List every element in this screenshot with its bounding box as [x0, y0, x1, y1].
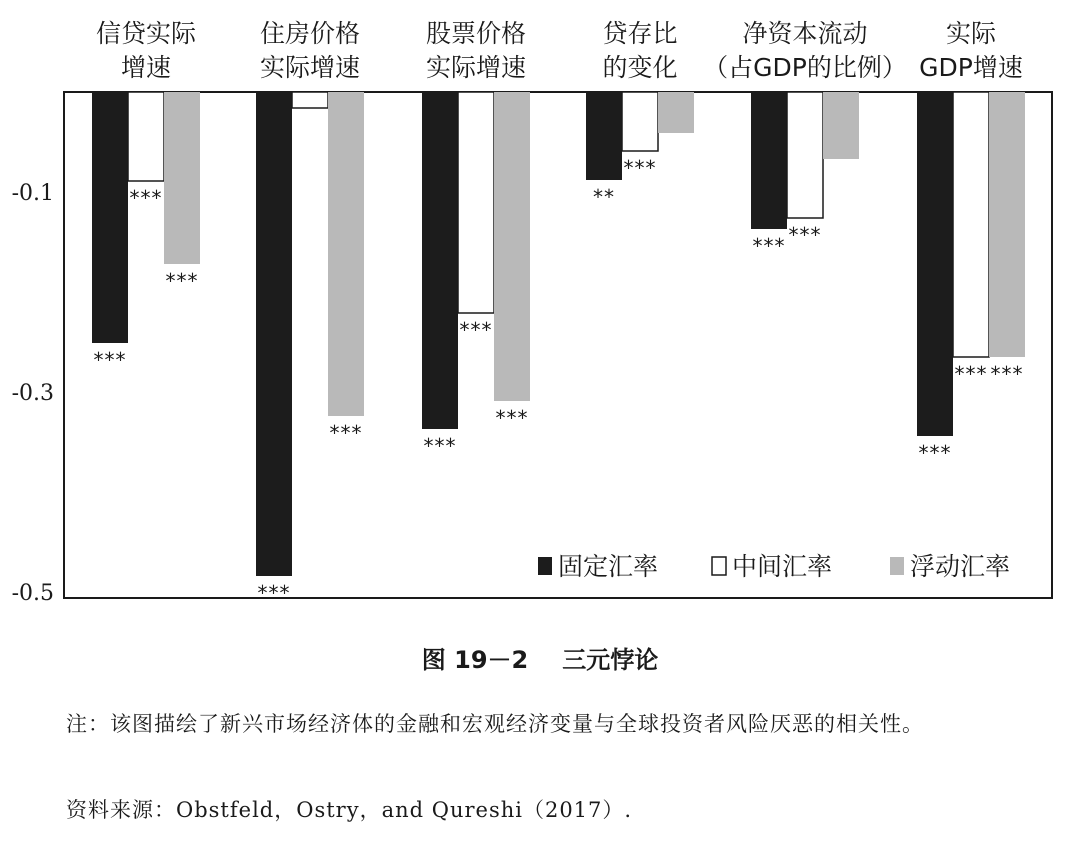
category-label: 股票价格	[425, 19, 527, 48]
bar	[989, 92, 1025, 357]
y-tick-label: -0.1	[11, 181, 54, 206]
legend-label: 中间汇率	[732, 552, 833, 581]
significance-label: ***	[93, 348, 127, 372]
legend-label: 浮动汇率	[910, 552, 1011, 581]
significance-label: ***	[459, 318, 493, 342]
significance-label: ***	[918, 441, 952, 465]
bar	[328, 92, 364, 416]
bar	[622, 92, 658, 151]
y-tick-label: -0.5	[11, 581, 54, 606]
bar	[164, 92, 200, 264]
figure-note: 注：该图描绘了新兴市场经济体的金融和宏观经济变量与全球投资者风险厌恶的相关性。	[66, 712, 924, 736]
significance-label: ***	[329, 421, 363, 445]
bar	[658, 92, 694, 133]
significance-label: ***	[165, 269, 199, 293]
category-label: 贷存比	[602, 19, 678, 48]
plot-frame	[64, 92, 1052, 598]
legend-swatch	[890, 557, 904, 575]
category-label: 实际增速	[425, 53, 527, 82]
significance-label: ***	[257, 581, 291, 605]
bar	[917, 92, 953, 436]
significance-label: ***	[129, 186, 163, 210]
category-label: 实际	[945, 19, 997, 48]
y-tick-label: -0.3	[11, 381, 54, 406]
bar	[953, 92, 989, 357]
bar	[458, 92, 494, 313]
figure-number: 图 19－2	[421, 646, 529, 674]
figure-source: 资料来源：Obstfeld，Ostry，and Qureshi（2017）.	[66, 798, 633, 822]
category-label: GDP增速	[919, 53, 1023, 82]
category-label: 信贷实际	[95, 19, 197, 48]
category-label: 实际增速	[259, 53, 361, 82]
bar	[751, 92, 787, 229]
figure-title: 三元悖论	[562, 646, 659, 674]
bar	[256, 92, 292, 576]
legend-label: 固定汇率	[558, 552, 659, 581]
significance-label: ***	[788, 223, 822, 247]
significance-label: ***	[954, 362, 988, 386]
significance-label: ***	[423, 434, 457, 458]
significance-label: ***	[990, 362, 1024, 386]
bar	[586, 92, 622, 180]
significance-label: ***	[752, 234, 786, 258]
legend-swatch	[712, 557, 726, 575]
significance-label: **	[593, 185, 615, 209]
bar	[823, 92, 859, 159]
bar	[92, 92, 128, 343]
category-label: 净资本流动	[742, 19, 868, 48]
category-label: 住房价格	[259, 19, 361, 48]
figure-caption	[0, 640, 1080, 675]
bar	[787, 92, 823, 218]
significance-label: ***	[623, 156, 657, 180]
significance-label: ***	[495, 406, 529, 430]
bar	[422, 92, 458, 429]
bar	[128, 92, 164, 181]
category-label: 的变化	[602, 53, 678, 82]
category-label: （占GDP的比例）	[703, 53, 907, 82]
legend-swatch	[538, 557, 552, 575]
category-label: 增速	[120, 53, 172, 82]
bar	[494, 92, 530, 401]
bar	[292, 92, 328, 108]
